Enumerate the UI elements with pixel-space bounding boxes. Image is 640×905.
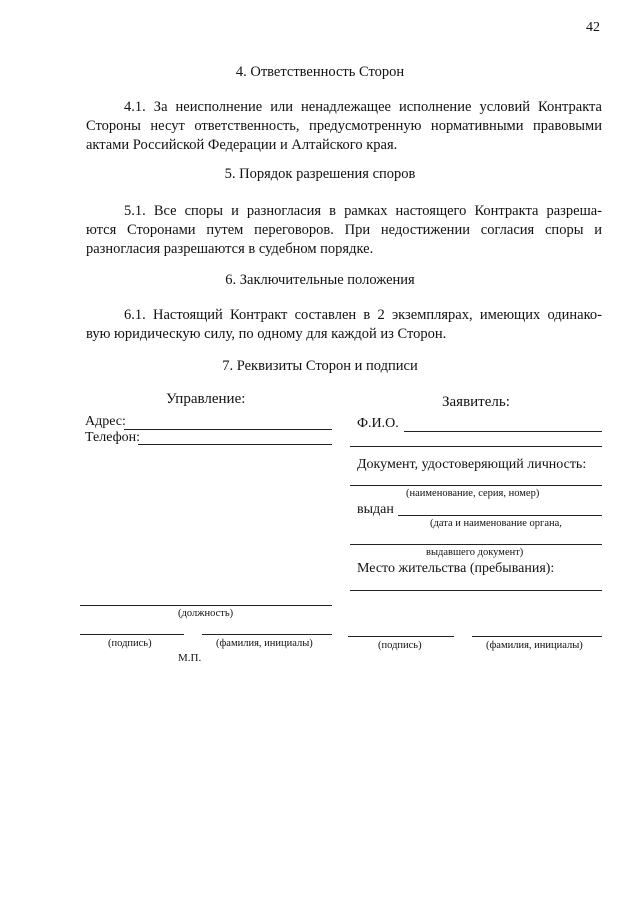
residence-line [350, 590, 602, 591]
applicant-header: Заявитель: [442, 394, 510, 410]
section-6-line-1: 6.1. Настоящий Контракт составлен в 2 экземплярах, имеющих одинако- [124, 307, 602, 323]
seal-label: М.П. [178, 652, 202, 664]
address-line [124, 429, 332, 430]
fio-label: Ф.И.О. [357, 416, 399, 431]
residence-label: Место жительства (пребывания): [357, 561, 555, 576]
left-signature-line [80, 634, 184, 635]
position-line [80, 605, 332, 606]
id-document-line [350, 485, 602, 486]
section-4-line-1: 4.1. За неисполнение или ненадлежащее исполнение условий Контракта [124, 99, 602, 115]
right-signature-caption: (подпись) [378, 640, 422, 651]
fio-line-1 [404, 431, 602, 432]
right-name-line [472, 636, 602, 637]
section-5-line-2: ются Сторонами путем переговоров. При недостижении согласия споры и [86, 222, 602, 238]
issued-caption-1: (дата и наименование органа, [430, 518, 562, 529]
left-name-caption: (фамилия, инициалы) [216, 638, 313, 649]
issued-caption-2: выдавшего документ) [426, 547, 524, 558]
id-document-label: Документ, удостоверяющий личность: [357, 457, 587, 472]
section-5-line-3: разногласия разрешаются в судебном порядке. [86, 241, 374, 257]
management-header: Управление: [166, 391, 246, 407]
section-4-text [86, 98, 602, 155]
page-number: 42 [586, 20, 600, 35]
section-6-line-2: вую юридическую силу, по одному для каждой из Сторон. [86, 326, 447, 342]
fio-line-2 [350, 446, 602, 447]
phone-label: Телефон: [85, 430, 141, 445]
right-name-caption: (фамилия, инициалы) [486, 640, 583, 651]
section-5-line-1: 5.1. Все споры и разногласия в рамках настоящего Контракта разреша- [124, 203, 602, 219]
section-4-title: 4. Ответственность Сторон [235, 64, 405, 80]
section-4-line-3: актами Российской Федерации и Алтайского края. [86, 137, 398, 153]
position-caption: (должность) [178, 608, 234, 619]
phone-line [138, 444, 332, 445]
issued-line-2 [350, 544, 602, 545]
address-label: Адрес: [85, 414, 126, 429]
section-7-title: 7. Реквизиты Сторон и подписи [222, 358, 418, 374]
section-5-text [86, 202, 602, 259]
section-5-title: 5. Порядок разрешения споров [224, 166, 416, 182]
left-name-line [202, 634, 332, 635]
id-document-caption: (наименование, серия, номер) [406, 488, 540, 499]
left-signature-caption: (подпись) [108, 638, 152, 649]
section-6-title: 6. Заключительные положения [225, 272, 415, 288]
right-signature-line [348, 636, 454, 637]
section-4-line-2: Стороны несут ответственность, предусмотренную нормативными правовыми [86, 118, 602, 134]
section-6-text [86, 306, 602, 344]
issued-line [398, 515, 602, 516]
issued-label: выдан [357, 502, 394, 517]
